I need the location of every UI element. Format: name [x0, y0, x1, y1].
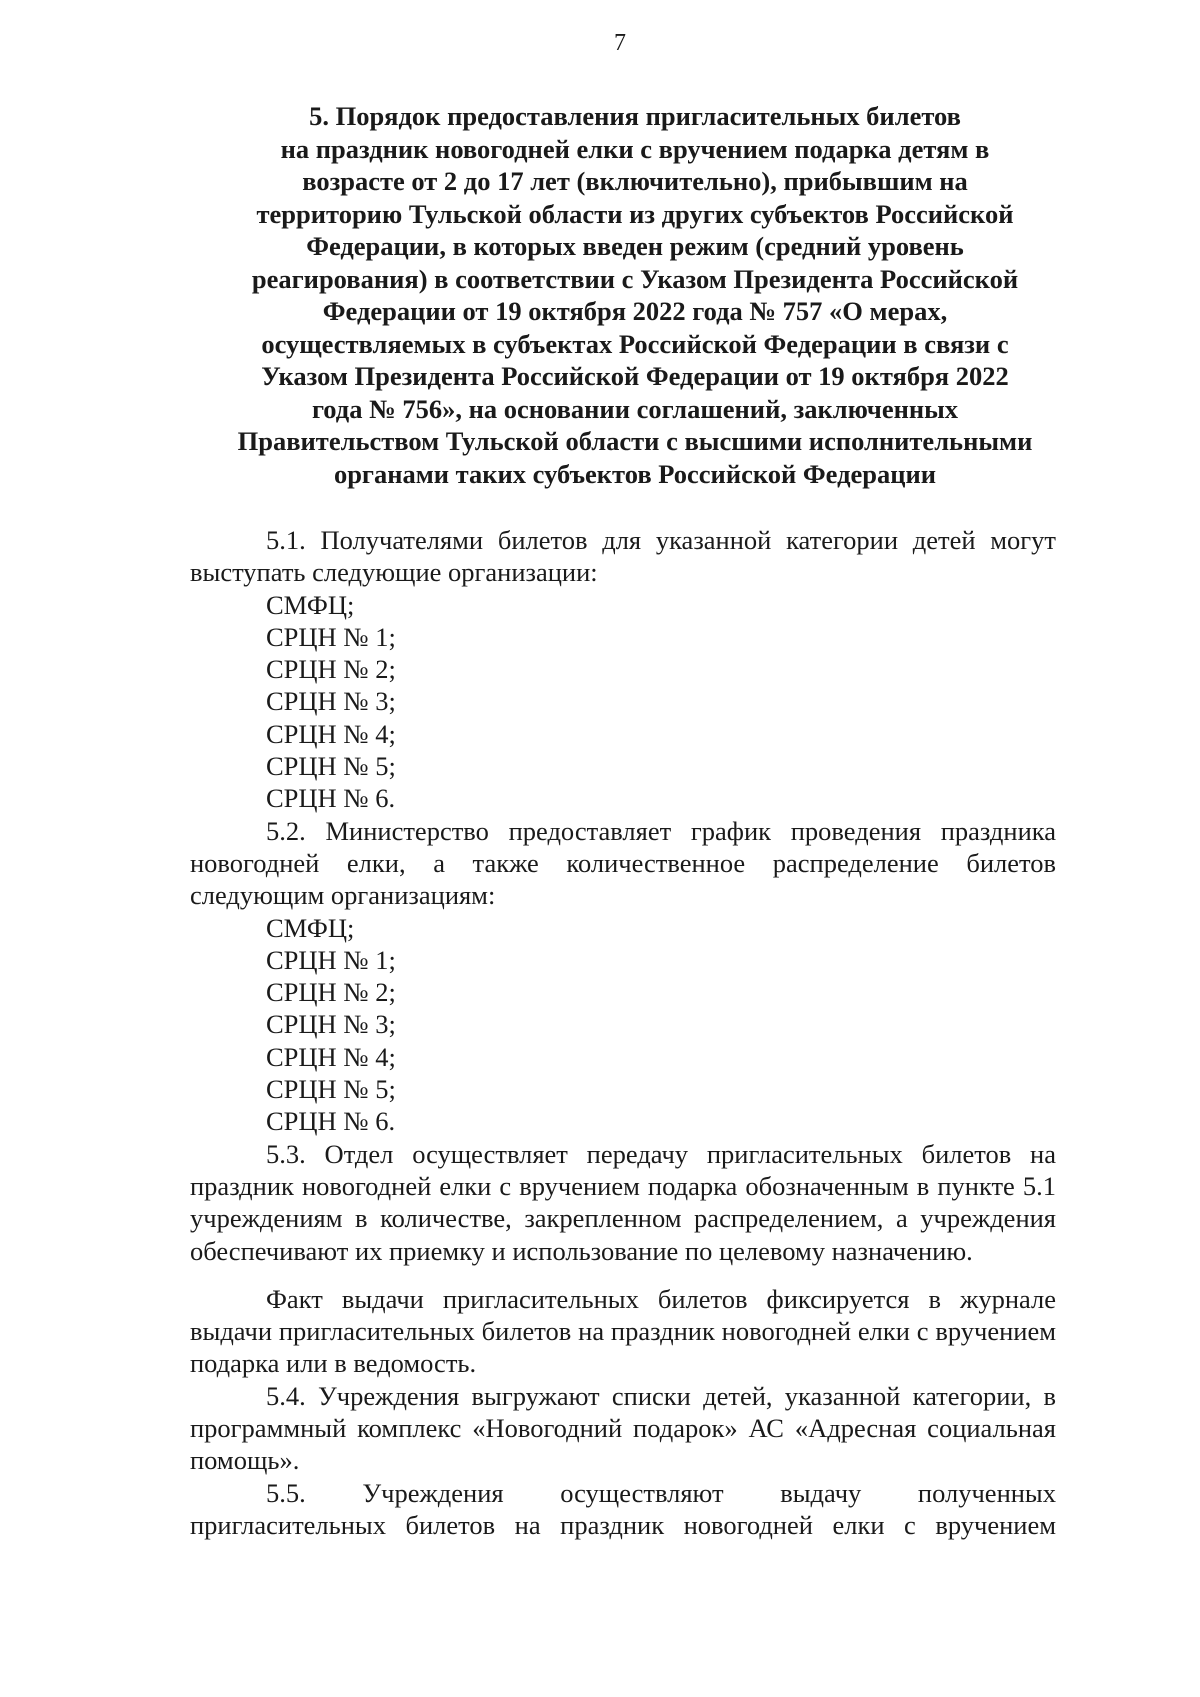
- heading-line: Правительством Тульской области с высшими исполнительными: [237, 426, 1033, 456]
- heading-line: года № 756», на основании соглашений, заключенных: [311, 393, 959, 424]
- page-number: 7: [614, 30, 626, 56]
- paragraph-5-5-continuation: пригласительных билетов на праздник новогодней елки с вручением: [190, 1509, 1056, 1540]
- list-item: СРЦН № 2;: [266, 654, 396, 685]
- heading-line: Указом Президента Российской Федерации от 19 октября 2022: [261, 361, 1009, 391]
- list-item: СРЦН № 4;: [266, 1041, 396, 1072]
- heading-line: реагирования) в соответствии с Указом Президента Российской: [251, 263, 1019, 294]
- paragraph-5-5-word: Учреждения: [362, 1477, 504, 1508]
- paragraph-5-3-fact: Факт выдачи пригласительных билетов фиксируется в журнале выдачи пригласительных билетов на праздник новогодней елки с вручением подарка или в ведомость.: [190, 1283, 1056, 1379]
- list-item: СРЦН № 5;: [266, 1074, 396, 1105]
- list-item: СМФЦ;: [266, 912, 355, 943]
- paragraph-5-2: 5.2. Министерство предоставляет график проведения праздника новогодней елки, а также количественное распределение билетов следующим организациям:: [190, 815, 1056, 911]
- heading-line: территорию Тульской области из других субъектов Российской: [256, 198, 1014, 229]
- heading-line: Федерации, в которых введен режим (средний уровень: [306, 231, 964, 261]
- paragraph-5-5-first-line: [190, 1477, 1056, 1509]
- list-item: СРЦН № 1;: [266, 621, 396, 652]
- heading-line: Федерации от 19 октября 2022 года № 757 «О мерах,: [322, 296, 948, 326]
- paragraph-5-5-word: полученных: [917, 1477, 1056, 1508]
- heading-line: органами таких субъектов Российской Федерации: [333, 458, 937, 489]
- heading-line: возрасте от 2 до 17 лет (включительно), прибывшим на: [302, 166, 968, 196]
- heading-line: осуществляемых в субъектах Российской Федерации в связи с: [261, 328, 1009, 359]
- list-item: СРЦН № 4;: [266, 718, 396, 749]
- document-body: [190, 524, 1056, 1541]
- list-item: СРЦН № 6.: [266, 783, 396, 814]
- paragraph-5-4: 5.4. Учреждения выгружают списки детей, указанной категории, в программный комплекс «Новогодний подарок» АС «Адресная социальная помощь».: [190, 1380, 1056, 1476]
- list-item: СРЦН № 1;: [266, 944, 396, 975]
- list-item: СРЦН № 6.: [266, 1106, 396, 1137]
- paragraph-5-5-word: 5.5.: [266, 1477, 306, 1508]
- heading-line: 5. Порядок предоставления пригласительных билетов: [309, 101, 961, 131]
- list-item: СРЦН № 5;: [266, 751, 396, 782]
- list-item: СРЦН № 3;: [266, 1009, 396, 1040]
- section-heading: [150, 100, 1120, 490]
- list-item: СРЦН № 2;: [266, 977, 396, 1008]
- list-item: СРЦН № 3;: [266, 686, 396, 717]
- paragraph-5-1: 5.1. Получателями билетов для указанной категории детей могут выступать следующие организации:: [190, 525, 1056, 588]
- list-item: СМФЦ;: [266, 589, 355, 620]
- recipient-list-5-1: [190, 589, 1056, 815]
- paragraph-5-5-word: осуществляют: [560, 1477, 724, 1508]
- paragraph-5-5-word: выдачу: [780, 1477, 862, 1508]
- recipient-list-5-2: [190, 912, 1056, 1138]
- heading-line: на праздник новогодней елки с вручением подарка детям в: [280, 133, 990, 164]
- paragraph-5-3: 5.3. Отдел осуществляет передачу пригласительных билетов на праздник новогодней елки с вручением подарка обозначенным в пункте 5.1 учреждениям в количестве, закрепленном распределением, а учреждения обеспечивают их приемку и использование по целевому назначению.: [190, 1138, 1056, 1266]
